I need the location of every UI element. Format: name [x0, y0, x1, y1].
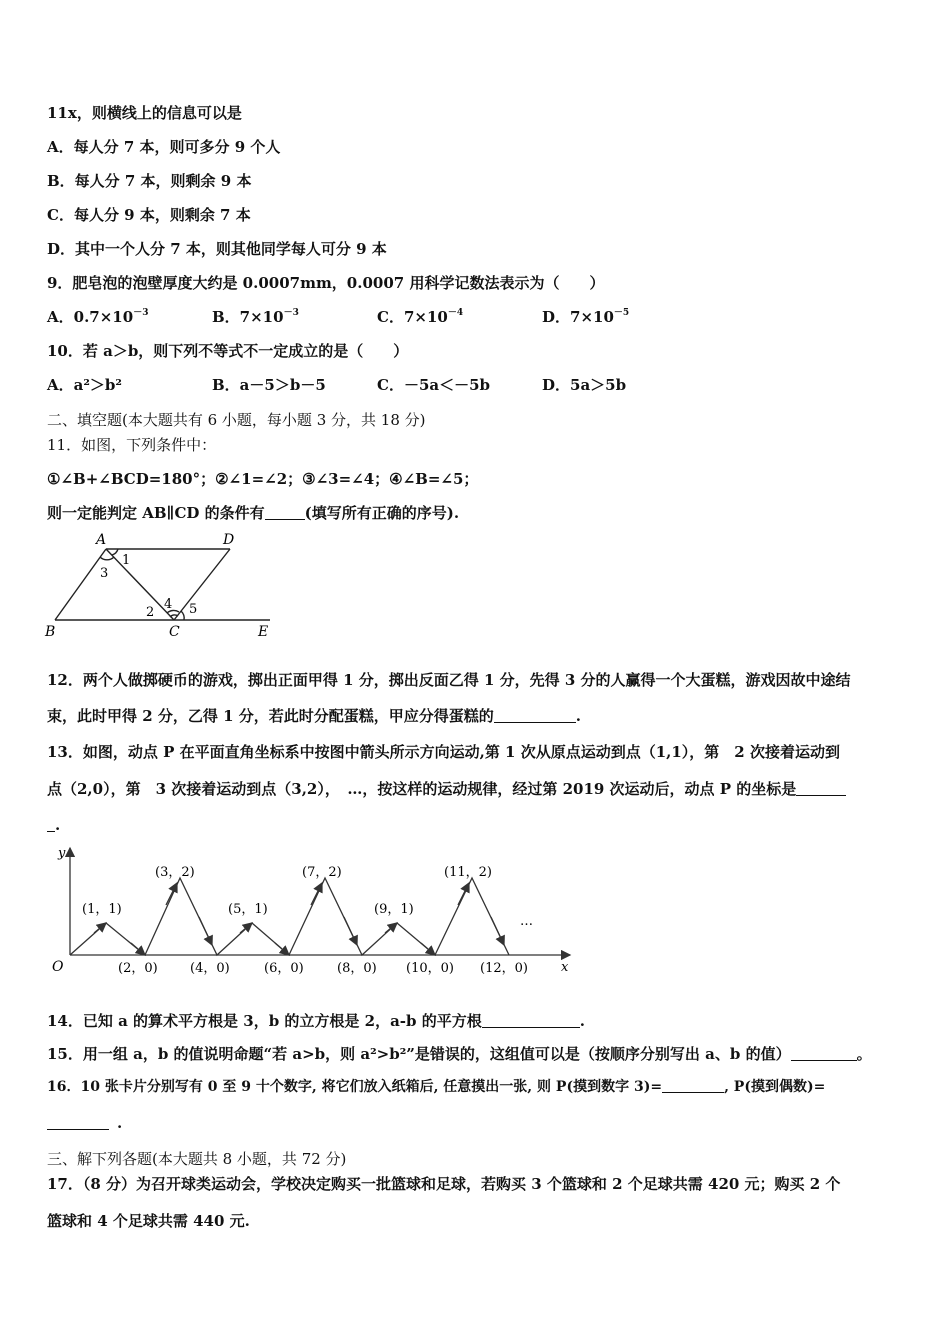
q15: 15．用一组 a，b 的值说明命题“若 a>b，则 a²>b²”是错误的，这组值可以是（按顺序分别写出 a、b 的值） 。	[47, 1045, 872, 1063]
point-label-5-1: (5，1)	[228, 902, 268, 917]
q15-answer-blank[interactable]	[791, 1046, 857, 1061]
point-label-9-1: (9，1)	[374, 902, 414, 917]
point-label-7-2: (7，2)	[302, 865, 342, 880]
label-E: E	[258, 624, 269, 640]
q10-option-c: C．－5a＜－5b	[377, 376, 491, 394]
q8-option-c: C．每人分 9 本，则剩余 7 本	[47, 206, 251, 224]
axis-y-label: y	[58, 846, 66, 861]
q14: 14．已知 a 的算术平方根是 3，b 的立方根是 2，a-b 的平方根 .	[47, 1012, 585, 1030]
q16-answer-blank-2[interactable]	[47, 1115, 109, 1130]
q9-option-a: A．$0.7\times 10^{-3}$	[47, 308, 149, 326]
continuation-dots: …	[520, 914, 533, 929]
point-label-1-1: (1，1)	[82, 902, 122, 917]
origin-label: O	[52, 959, 64, 975]
point-label-12-0: (12，0)	[480, 961, 528, 976]
q13-zigzag-graph	[42, 840, 582, 980]
angle-2: 2	[146, 605, 155, 620]
label-B: B	[45, 624, 56, 640]
point-label-2-0: (2，0)	[118, 961, 158, 976]
q13-answer-blank[interactable]	[796, 781, 846, 796]
section-2-heading: 二、填空题(本大题共有 6 小题，每小题 3 分，共 18 分)	[47, 411, 426, 429]
q12-line1: 12．两个人做掷硬币的游戏，掷出正面甲得 1 分，掷出反面乙得 1 分，先得 3 分的人赢得一个大蛋糕，游戏因故中途结	[47, 671, 851, 689]
q12-answer-blank[interactable]	[494, 708, 576, 723]
q17-line2: 篮球和 4 个足球共需 440 元.	[47, 1212, 250, 1230]
q9-option-c: C．$7\times 10^{-4}$	[377, 308, 464, 326]
q9-option-d: D．$7\times 10^{-5}$	[542, 308, 630, 326]
q14-answer-blank[interactable]	[482, 1013, 580, 1028]
q9-option-b: B．$7\times 10^{-3}$	[212, 308, 299, 326]
q10-stem: 10．若 a＞b，则下列不等式不一定成立的是（ ）	[47, 342, 409, 360]
point-label-4-0: (4，0)	[190, 961, 230, 976]
point-label-11-2: (11，2)	[444, 865, 492, 880]
q17-line1: 17．（8 分）为召开球类运动会，学校决定购买一批篮球和足球，若购买 3 个篮球和 2 个足球共需 420 元；购买 2 个	[47, 1175, 841, 1193]
q8-tail: 11x，则横线上的信息可以是	[47, 104, 242, 122]
q11-conditions: ①∠B+∠BCD=180°；②∠1=∠2；③∠3=∠4；④∠B=∠5；	[47, 470, 479, 488]
point-label-10-0: (10，0)	[406, 961, 454, 976]
q8-option-a: A．每人分 7 本，则可多分 9 个人	[47, 138, 281, 156]
q10-option-a: A．a²＞b²	[47, 376, 122, 394]
q10-option-d: D．5a＞5b	[542, 376, 627, 394]
point-label-8-0: (8，0)	[337, 961, 377, 976]
angle-5: 5	[189, 602, 198, 617]
q11-answer-blank[interactable]	[265, 505, 305, 520]
q16-answer-blank-1[interactable]	[662, 1078, 724, 1093]
axis-x-label: x	[561, 960, 569, 975]
q13-line2: 点（2,0），第 3 次接着运动到点（3,2）， …，按这样的运动规律，经过第 2019 次运动后，动点 P 的坐标是	[47, 779, 846, 799]
q9-stem: 9．肥皂泡的泡壁厚度大约是 0.0007mm，0.0007 用科学记数法表示为（ ）	[47, 274, 605, 292]
q12-line2: 束，此时甲得 2 分，乙得 1 分，若此时分配蛋糕，甲应分得蛋糕的 .	[47, 707, 581, 725]
angle-4: 4	[164, 597, 173, 612]
q11-figure	[40, 530, 280, 642]
q10-option-b: B．a－5＞b－5	[212, 376, 326, 394]
label-D: D	[223, 532, 235, 548]
q13-line1: 13．如图，动点 P 在平面直角坐标系中按图中箭头所示方向运动,第 1 次从原点运动到点（1,1），第 2 次接着运动到	[47, 743, 840, 761]
q16-line2: .	[47, 1113, 122, 1133]
q13-line3: .	[47, 815, 60, 835]
point-label-6-0: (6，0)	[264, 961, 304, 976]
angle-3: 3	[100, 566, 109, 581]
point-label-3-2: (3，2)	[155, 865, 195, 880]
q8-option-b: B．每人分 7 本，则剩余 9 本	[47, 172, 252, 190]
q11-stem: 11．如图，下列条件中：	[47, 436, 217, 454]
section-3-heading: 三、解下列各题(本大题共 8 小题，共 72 分)	[47, 1150, 347, 1168]
angle-1: 1	[122, 553, 131, 568]
q8-option-d: D．其中一个人分 7 本，则其他同学每人可分 9 本	[47, 240, 387, 258]
q11-ask: 则一定能判定 AB∥CD 的条件有 (填写所有正确的序号).	[47, 504, 460, 522]
label-C: C	[169, 624, 180, 640]
q16-line1: 16．10 张卡片分别写有 0 至 9 十个数字, 将它们放入纸箱后, 任意摸出一张, 则 P(摸到数字 3)= , P(摸到偶数)=	[47, 1079, 826, 1095]
label-A: A	[96, 532, 107, 548]
